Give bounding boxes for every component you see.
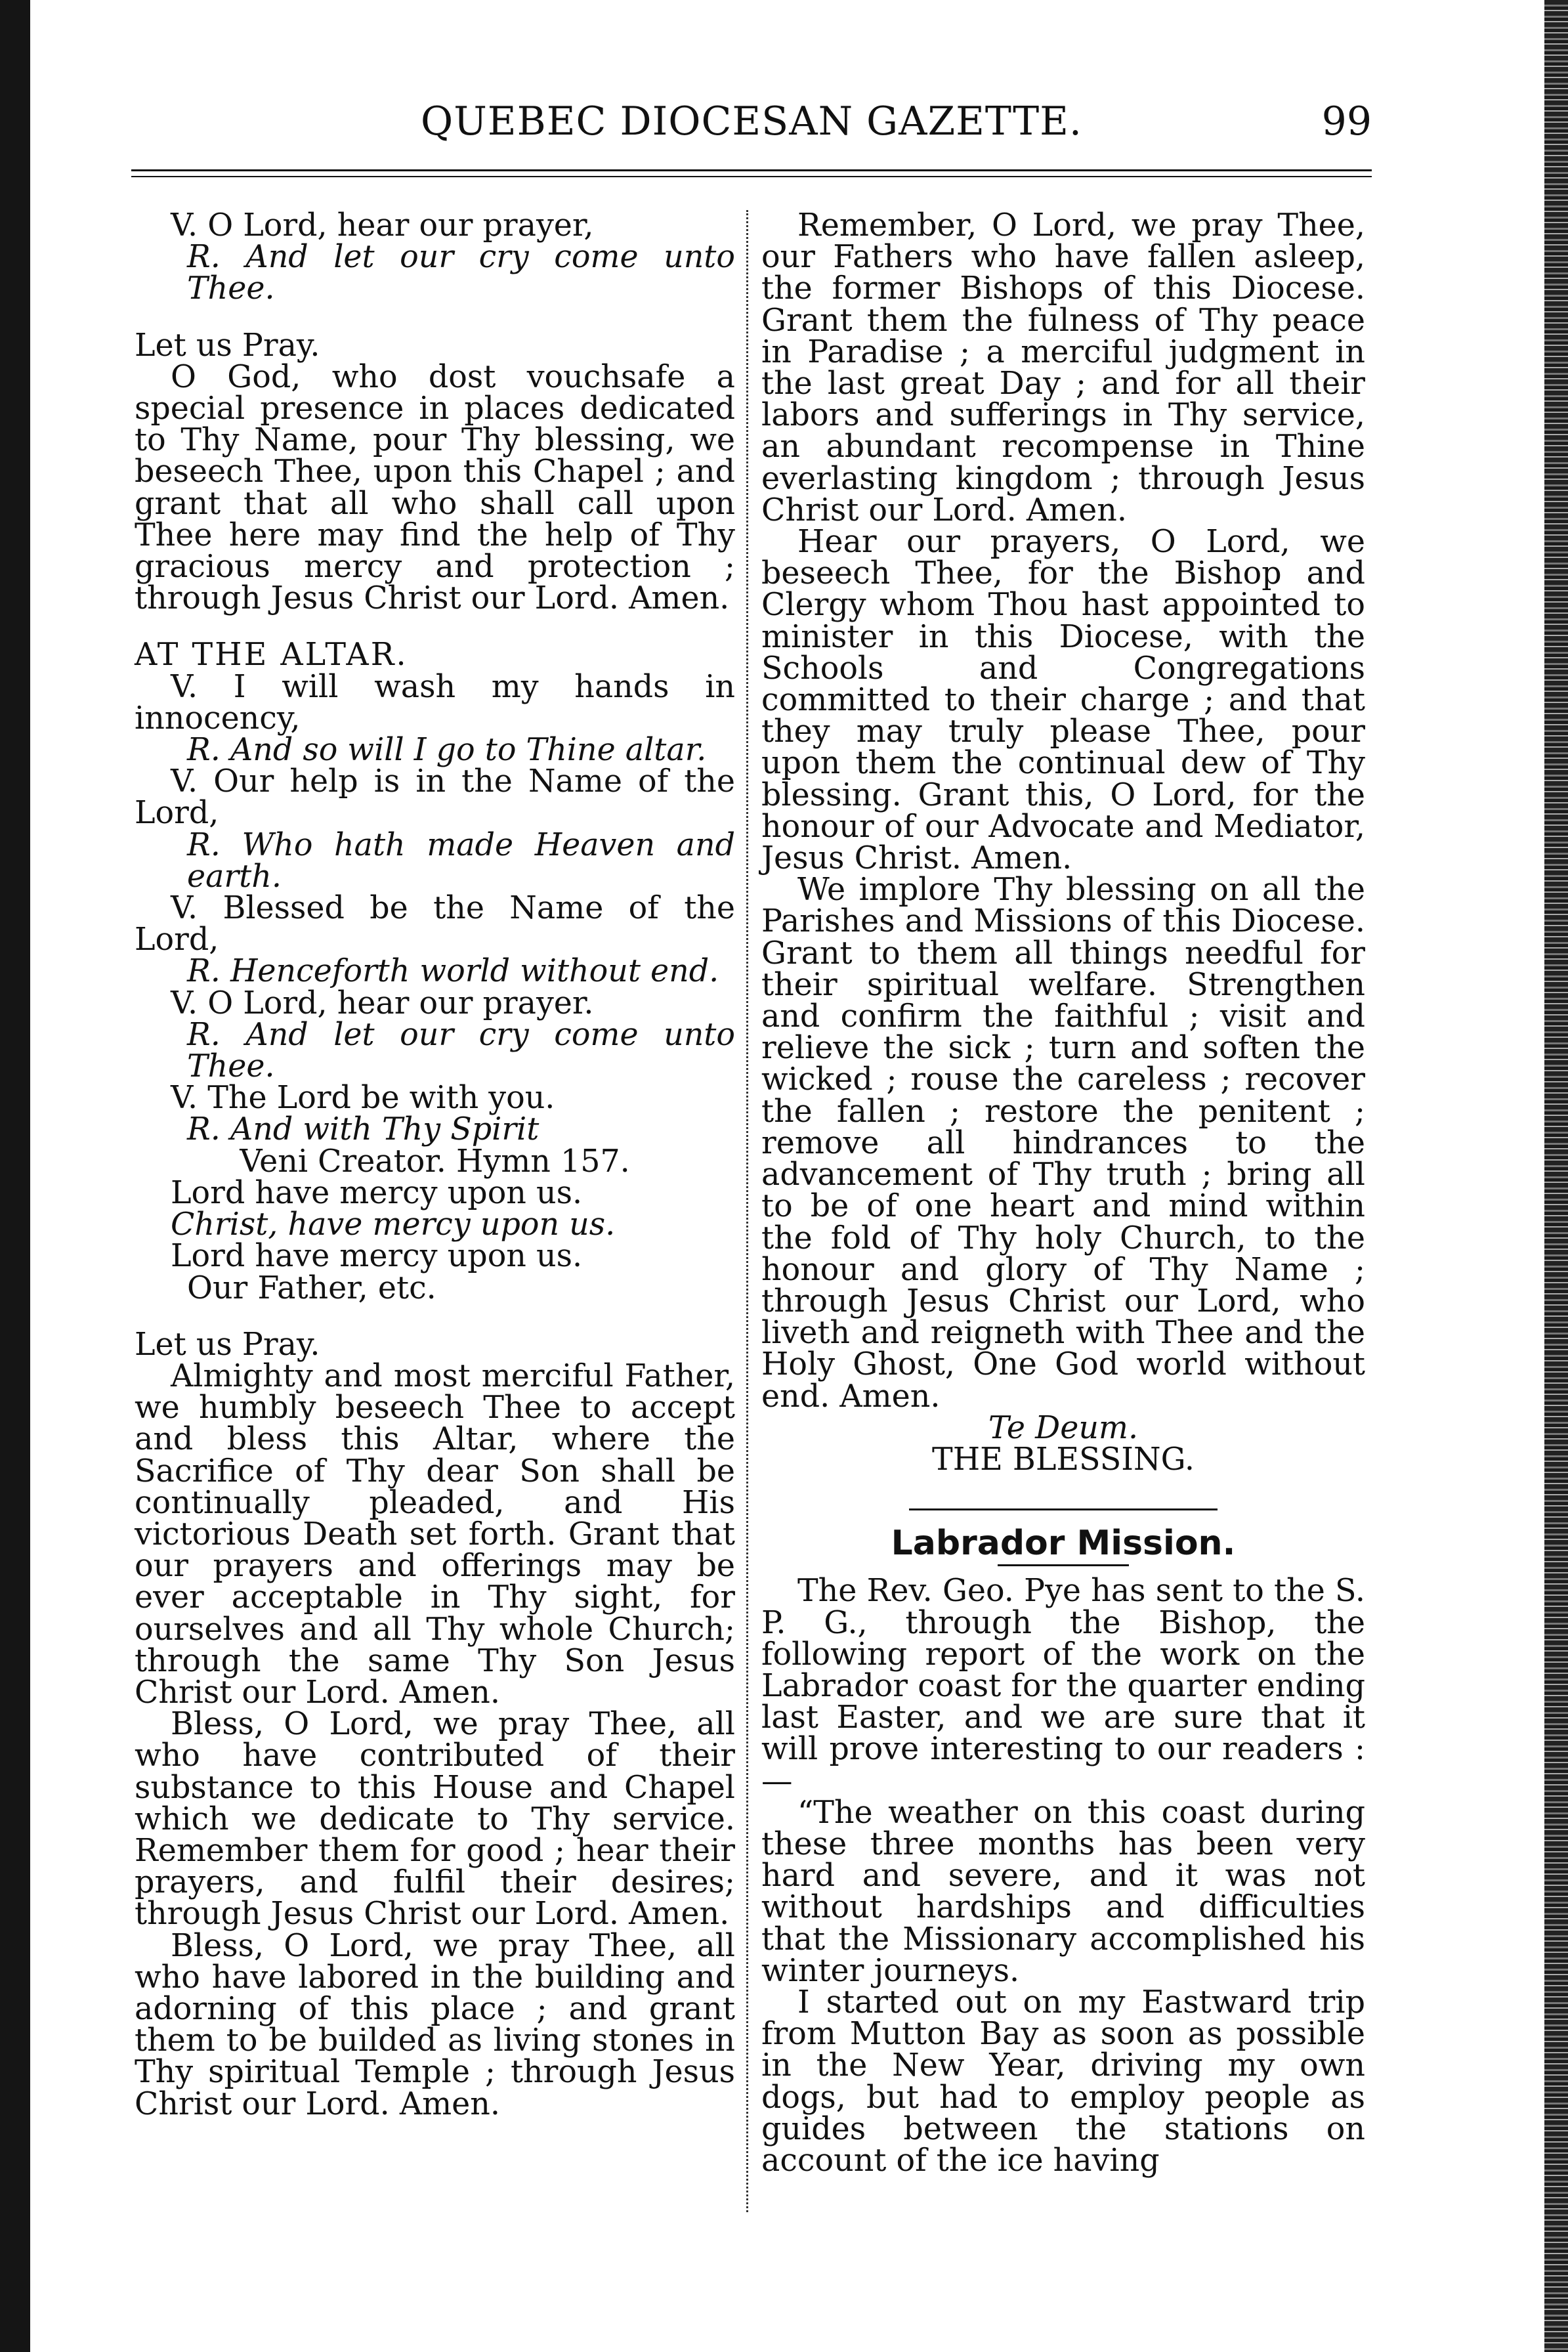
left-paragraph-11: R. Henceforth world without end. [187, 953, 719, 990]
left-paragraph-20: Our Father, etc. [187, 1270, 436, 1306]
scan-edge-left [0, 0, 30, 2352]
mission-paragraph-1: The Rev. Geo. Pye has sent to the S. P. G., through the Bishop, the following report of the work on the Labrador coast for the quarter ending last Easter, and we are sure that it will prove interesting to our readers :— [761, 1573, 1365, 1799]
left-paragraph-23: Bless, O Lord, we pray Thee, all who have contributed of their substance to this House and Chapel which we dedicate to Thy service. Remember them for good ; hear their prayers, and fulfil their desires; through Jesus Christ our Lord. Amen. [135, 1706, 735, 1933]
right-paragraph-3: We implore Thy blessing on all the Parishes and Missions of this Diocese. Grant to them all things needful for their spiritual welfare. Strengthen and confirm the faithful ; visit and relieve the sick ; turn and soften the wicked ; rouse the careless ; recover the fallen ; restore the penitent ; remove all hindrances to the advancement of Thy truth ; bring all to be of one heart and mind within the fold of Thy holy Church, to the honour and glory of Thy Name ; through Jesus Christ our Lord, who liveth and reigneth with Thee and the Holy Ghost, One God world without end. Amen. [761, 872, 1365, 1415]
left-paragraph-5: AT THE ALTAR. [135, 637, 408, 674]
left-paragraph-4: O God, who dost vouchsafe a special presence in places dedicated to Thy Name, pour Thy blessing, we beseech Thee, upon this Chapel ; and grant that all who shall call upon Thee here may find the help of Thy gracious mercy and protection ; through Jesus Christ our Lord. Amen. [135, 358, 735, 617]
header-rule-top [131, 169, 1372, 171]
mission-paragraph-2: “The weather on this coast during these three months has been very hard and severe, and it was not without hardships and difficulties that the Missionary accomplished his winter journeys. [761, 1794, 1365, 1989]
mission-paragraph-3: I started out on my Eastward trip from Mutton Bay as soon as possible in the New Year, driving my own dogs, but had to employ people as guides between the stations on account of the ice having [761, 1984, 1365, 2179]
section-heading-rule [998, 1564, 1129, 1566]
right-column [761, 207, 1365, 2179]
left-paragraph-2: R. And let our cry come unto Thee. [187, 239, 735, 307]
left-paragraph-21: Let us Pray. [135, 1326, 320, 1363]
left-paragraph-19: Lord have mercy upon us. [171, 1238, 583, 1275]
section-rule [909, 1508, 1218, 1510]
page-number: 99 [1321, 98, 1372, 144]
left-paragraph-13: R. And let our cry come unto Thee. [187, 1016, 735, 1085]
left-paragraph-10: V. Blessed be the Name of the Lord, [135, 890, 735, 958]
left-paragraph-12: V. O Lord, hear our prayer. [171, 985, 594, 1021]
right-paragraph-1: Remember, O Lord, we pray Thee, our Fathers who have fallen asleep, the former Bishops of this Diocese. Grant them the fulness of Thy peace in Paradise ; a merciful judgment in the last great Day ; and for all their labors and sufferings in Thy service, an abundant recompense in Thine everlasting kingdom ; through Jesus Christ our Lord. Amen. [761, 207, 1365, 528]
left-paragraph-6: V. I will wash my hands in innocency, [135, 668, 735, 737]
left-paragraph-3: Let us Pray. [135, 327, 320, 364]
scan-edge-right [1544, 0, 1568, 2352]
publication-title: QUEBEC DIOCESAN GAZETTE. [421, 98, 1082, 144]
right-paragraph-4: Te Deum. [988, 1409, 1139, 1446]
left-paragraph-14: V. The Lord be with you. [171, 1080, 555, 1117]
left-paragraph-24: Bless, O Lord, we pray Thee, all who have labored in the building and adorning of this place ; and grant them to be builded as living stones in Thy spiritual Temple ; through Jesus Christ our Lord. Amen. [135, 1927, 735, 2122]
labrador-mission-text [761, 1575, 1365, 2177]
left-paragraph-16: Veni Creator. Hymn 157. [240, 1143, 630, 1180]
right-column-prayers [761, 207, 1365, 1478]
header-rule-bottom [131, 176, 1372, 177]
left-paragraph-18: Christ, have mercy upon us. [171, 1207, 616, 1243]
left-paragraph-8: V. Our help is in the Name of the Lord, [135, 763, 735, 832]
left-paragraph-9: R. Who hath made Heaven and earth. [187, 826, 735, 895]
column-divider [746, 210, 748, 2212]
left-paragraph-17: Lord have mercy upon us. [171, 1174, 583, 1211]
section-heading: Labrador Mission. [891, 1524, 1236, 1564]
left-paragraph-22: Almighty and most merciful Father, we humbly beseech Thee to accept and bless this Altar, where the Sacrifice of Thy dear Son shall be continually pleaded, and His victorious Death set forth. Grant that our prayers and offerings may be ever acceptable in Thy sight, for ourselves and all Thy whole Church; through the same Thy Son Jesus Christ our Lord. Amen. [135, 1358, 735, 1711]
page-header [131, 98, 1372, 158]
right-paragraph-2: Hear our prayers, O Lord, we beseech Thee, for the Bishop and Clergy whom Thou hast appointed to minister in this Diocese, with the Schools and Congregations committed to their charge ; and that they may truly please Thee, pour upon them the continual dew of Thy blessing. Grant this, O Lord, for the honour of our Advocate and Mediator, Jesus Christ. Amen. [761, 524, 1365, 877]
left-paragraph-15: R. And with Thy Spirit [187, 1111, 540, 1148]
left-paragraph-7: R. And so will I go to Thine altar. [187, 732, 707, 769]
left-paragraph-1: V. O Lord, hear our prayer, [171, 207, 594, 244]
right-paragraph-5: THE BLESSING. [932, 1441, 1195, 1478]
left-column [135, 207, 735, 2122]
